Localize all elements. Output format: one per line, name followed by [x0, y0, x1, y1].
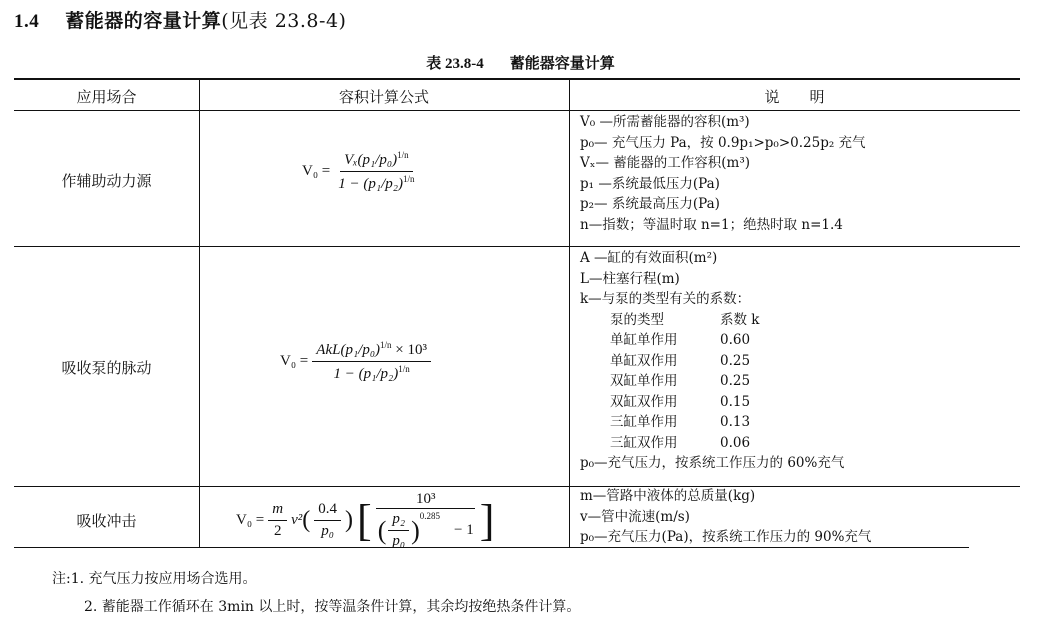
pump-table-row: 双缸单作用 0.25	[610, 373, 751, 389]
row1-desc-line: p₂— 系统最高压力(Pa)	[580, 196, 720, 212]
header-formula: 容积计算公式	[338, 88, 429, 106]
row2-desc-line: k—与泵的类型有关的系数：	[580, 291, 751, 307]
row1-formula	[302, 150, 423, 193]
row1-desc-line: p₀— 充气压力 Pa，按 0.9p₁>p₀>0.25p₂ 充气	[580, 134, 866, 151]
section-heading	[14, 6, 346, 33]
row1-formula-lhs: V₀ =	[302, 163, 331, 179]
row2-scene: 吸收泵的脉动	[61, 359, 152, 377]
row3-desc-line: p₀—充气压力(Pa)，按系统工作压力的 90%充气	[580, 529, 872, 545]
pump-table-row: 双缸双作用 0.15	[610, 393, 751, 410]
row3-formula-2: 2	[273, 523, 282, 539]
row3-formula-p0-den: p₀	[392, 533, 406, 549]
table-top-rule	[14, 78, 1020, 80]
row3-formula-p2: p₂	[388, 511, 409, 531]
row1-formula-exponent: 1/n	[397, 150, 409, 160]
table-col-rule-1	[199, 78, 200, 548]
row1-formula-denominator: 1 − (p₁/p₂)	[338, 176, 403, 192]
row1-formula-fraction	[334, 150, 418, 193]
row3-formula-minus1: − 1	[454, 522, 474, 538]
row3-frac-04	[314, 501, 341, 540]
note-1: 注:1. 充气压力按应用场合选用。	[52, 571, 257, 587]
header-description: 说 明	[764, 88, 825, 106]
row3-scene: 吸收冲击	[76, 512, 137, 530]
row2-formula-exponent: 1/n	[380, 340, 392, 350]
row3-frac-p2p0	[388, 511, 409, 550]
table-caption-title: 蓄能器容量计算	[509, 54, 615, 72]
table-row-rule-1	[14, 246, 1020, 247]
row3-formula-m: m	[268, 501, 287, 521]
row2-desc-line: p₀—充气压力，按系统工作压力的 60%充气	[580, 455, 845, 471]
row3-frac-main: 10³ ( $\frac{\text{p₂}}{\text{p₀}}$ ) 0.285 − 1	[377, 491, 474, 549]
row3-formula-v2: v²	[291, 512, 303, 528]
row2-formula-denominator: 1 − (p₁/p₂)	[333, 366, 399, 382]
section-table-ref: (见表 23.8-4)	[221, 10, 347, 32]
pump-table-row: 单缸单作用 0.60	[610, 332, 751, 348]
row3-formula-04: 0.4	[314, 501, 341, 521]
capacity-table	[14, 78, 1020, 548]
row2-description	[580, 248, 844, 474]
row1-desc-line: n—指数；等温时取 n=1；绝热时取 n=1.4	[580, 216, 843, 233]
section-title: 蓄能器的容量计算	[65, 10, 222, 32]
header-scene: 应用场合	[76, 88, 137, 106]
row3-desc-line: v—管中流速(m/s)	[580, 508, 690, 525]
row1-desc-line: V₀ —所需蓄能器的容积(m³)	[580, 114, 750, 130]
row2-formula-numerator: AkL(p₁/p₀)	[316, 342, 381, 358]
row3-formula-103: 10³	[376, 491, 476, 509]
row2-formula-fraction	[312, 340, 431, 383]
pump-table-row: 三缸双作用 0.06	[610, 434, 751, 451]
pump-table-row: 单缸双作用 0.25	[610, 352, 751, 369]
row3-formula-p0: p₀	[321, 523, 335, 539]
row1-formula-numerator: Vₓ(p₁/p₀)	[344, 152, 398, 168]
row1-formula-den-exponent: 1/n	[403, 174, 415, 184]
row1-desc-line: Vₓ— 蓄能器的工作容积(m³)	[580, 155, 751, 171]
row2-formula-den-exponent: 1/n	[398, 364, 410, 374]
row1-description	[580, 112, 866, 235]
table-header-rule	[14, 110, 1020, 111]
table-caption	[0, 52, 1041, 73]
row1-desc-line: p₁ —系统最低压力(Pa)	[580, 175, 720, 192]
pump-table-row: 泵的类型 系数 k	[610, 311, 760, 328]
table-col-rule-2	[569, 78, 570, 548]
row3-desc-line: m—管路中液体的总质量(kg)	[580, 488, 756, 504]
pump-table-row: 三缸单作用 0.13	[610, 414, 751, 430]
row3-formula: V₀ = $\frac{m}{2}$ v² ( $\frac{0.4}{\text{p₀}}$ ) [ 10³ ( $\frac{\text{p₂}}{\text{p₀}}$ ) 0.285 − 1 ]	[236, 491, 495, 549]
row3-frac-m2	[268, 501, 287, 540]
row2-desc-line: L—柱塞行程(m)	[580, 270, 680, 287]
row3-formula-lhs: V₀ =	[236, 512, 265, 528]
row3-description	[580, 486, 871, 548]
section-number: 1.4	[14, 11, 40, 32]
row2-desc-line: A —缸的有效面积(m²)	[580, 250, 718, 266]
table-caption-number: 表 23.8-4	[426, 56, 484, 72]
row1-scene: 作辅助动力源	[61, 172, 152, 190]
note-2: 2. 蓄能器工作循环在 3min 以上时，按等温条件计算，其余均按绝热条件计算。	[84, 599, 581, 615]
row2-formula	[280, 340, 435, 383]
row2-formula-factor: × 10³	[395, 342, 428, 358]
row3-formula-exponent: 0.285	[419, 511, 440, 521]
row2-formula-lhs: V₀ =	[280, 353, 309, 369]
